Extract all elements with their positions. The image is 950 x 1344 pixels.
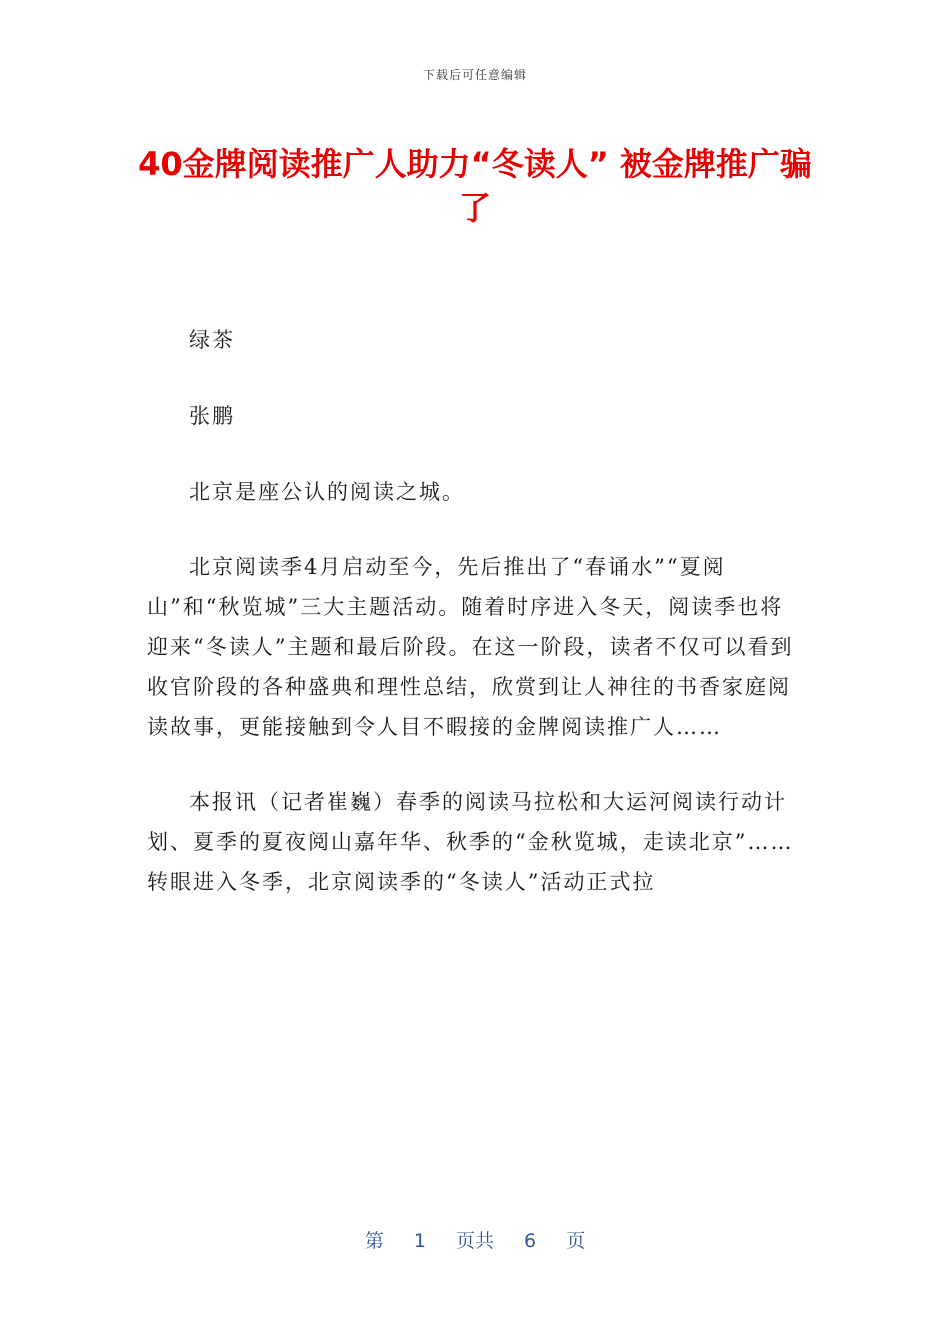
body-paragraph: 北京是座公认的阅读之城。 [189, 480, 465, 504]
page-total-number: 6 [524, 1230, 537, 1252]
document-body [147, 320, 795, 937]
page-suffix: 页 [566, 1230, 586, 1252]
page-current-number: 1 [413, 1230, 426, 1252]
body-paragraph: 本报讯（记者崔巍）春季的阅读马拉松和大运河阅读行动计划、夏季的夏夜阅山嘉年华、秋季的“金秋览城，走读北京”……转眼进入冬季，北京阅读季的“冬读人”活动正式拉 [147, 790, 794, 894]
page-prefix: 第 [364, 1230, 384, 1252]
author-byline: 绿茶 [189, 328, 235, 352]
author-byline: 张鹏 [189, 404, 235, 428]
header-note: 下载后可任意编辑 [422, 68, 527, 82]
document-title: 40金牌阅读推广人助力“冬读人” 被金牌推广骗了 [138, 145, 812, 227]
page-footer [0, 1226, 950, 1253]
body-paragraph: 北京阅读季4月启动至今，先后推出了“春诵水”“夏阅山”和“秋览城”三大主题活动。随着时序进入冬天，阅读季也将迎来“冬读人”主题和最后阶段。在这一阶段，读者不仅可以看到收官阶段的各种盛典和理性总结，欣赏到让人神往的书香家庭阅读故事，更能接触到令人目不暇接的金牌阅读推广人…… [147, 555, 794, 739]
page-mid-label: 页共 [455, 1230, 494, 1252]
